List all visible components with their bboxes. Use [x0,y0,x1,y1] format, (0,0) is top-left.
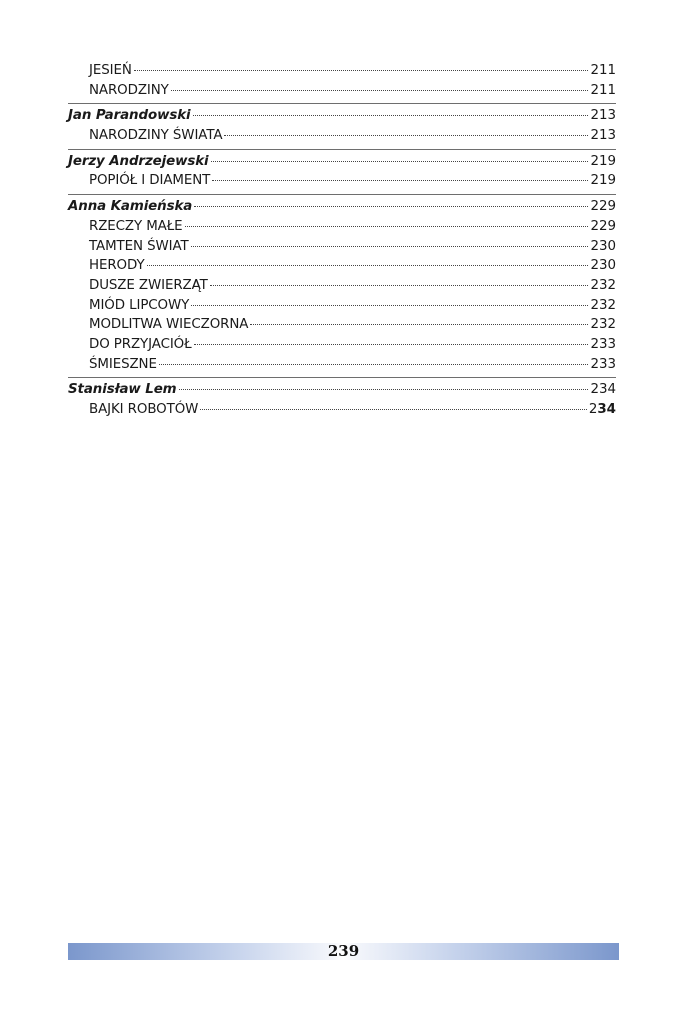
toc-entry-title: MIÓD LIPCOWY [89,297,190,313]
toc-entry[interactable] [68,81,616,101]
dot-leader [191,304,588,306]
toc-group [68,61,616,100]
toc-entry-title: NARODZINY ŚWIATA [89,128,223,144]
toc-entry[interactable] [68,296,616,316]
dot-leader [171,89,589,91]
table-of-contents [68,61,616,420]
toc-entry-title: RZECZY MAŁE [89,218,183,234]
toc-entry-page [589,400,616,420]
toc-entry-page: 232 [590,297,616,313]
dot-leader [179,388,589,390]
toc-entry[interactable] [68,315,616,335]
dot-leader [191,245,589,247]
toc-author-name: Jerzy Andrzejewski [68,153,209,169]
page-number: 239 [327,942,360,960]
dot-leader [211,160,589,162]
toc-author-name: Jan Parandowski [68,108,191,124]
toc-author-name: Stanisław Lem [68,382,177,398]
toc-entry-page: 219 [590,173,616,189]
toc-entry-title: TAMTEN ŚWIAT [89,238,189,254]
toc-entry-title: DO PRZYJACIÓŁ [89,336,192,352]
toc-entry-title: DUSZE ZWIERZĄT [89,277,208,293]
toc-entry[interactable] [68,237,616,257]
toc-entry-title: ŚMIESZNE [89,356,157,372]
toc-entry-title: MODLITWA WIECZORNA [89,317,249,333]
toc-entry[interactable] [68,355,616,375]
dot-leader [224,134,588,136]
toc-entry[interactable] [68,400,616,420]
toc-entry-page: 211 [590,63,616,78]
dot-leader [250,323,588,325]
toc-group [68,194,616,374]
toc-author-entry[interactable] [68,106,616,126]
toc-entry-title: JESIEŃ [89,63,132,78]
toc-entry-page: 230 [590,238,616,254]
page-number-prefix: 2 [588,402,598,417]
toc-entry[interactable] [68,335,616,355]
toc-author-entry[interactable] [68,380,616,400]
toc-entry-page: 229 [590,199,616,215]
dot-leader [212,179,588,181]
toc-entry-page: 219 [590,153,616,169]
toc-entry-page: 233 [590,336,616,352]
toc-entry-page: 229 [590,218,616,234]
page-number-bold: 34 [597,402,616,417]
toc-group [68,103,616,145]
toc-entry-title: HERODY [89,258,145,274]
toc-author-name: Anna Kamieńska [68,199,193,215]
toc-entry-page: 232 [590,317,616,333]
toc-entry-title: POPIÓŁ I DIAMENT [89,173,211,189]
toc-entry-page: 233 [590,356,616,372]
toc-entry[interactable] [68,126,616,146]
toc-group [68,377,616,419]
toc-entry-page: 211 [590,82,616,98]
dot-leader [134,69,589,71]
toc-entry-page: 213 [590,128,616,144]
toc-entry-page: 232 [590,277,616,293]
toc-entry[interactable] [68,61,616,81]
toc-entry[interactable] [68,256,616,276]
toc-entry-page: 230 [590,258,616,274]
toc-entry-title: BAJKI ROBOTÓW [89,402,199,417]
toc-entry[interactable] [68,217,616,237]
toc-author-entry[interactable] [68,152,616,172]
dot-leader [159,363,589,365]
dot-leader [210,284,589,286]
dot-leader [194,343,589,345]
toc-entry[interactable] [68,171,616,191]
toc-author-entry[interactable] [68,197,616,217]
dot-leader [194,205,588,207]
dot-leader [147,264,589,266]
toc-entry[interactable] [68,276,616,296]
dot-leader [193,114,589,116]
toc-entry-page: 234 [590,382,616,398]
toc-entry-page: 213 [590,108,616,124]
toc-entry-title: NARODZINY [89,82,169,98]
toc-group [68,149,616,191]
dot-leader [185,225,589,227]
dot-leader [200,408,587,410]
footer-bar [68,943,619,960]
